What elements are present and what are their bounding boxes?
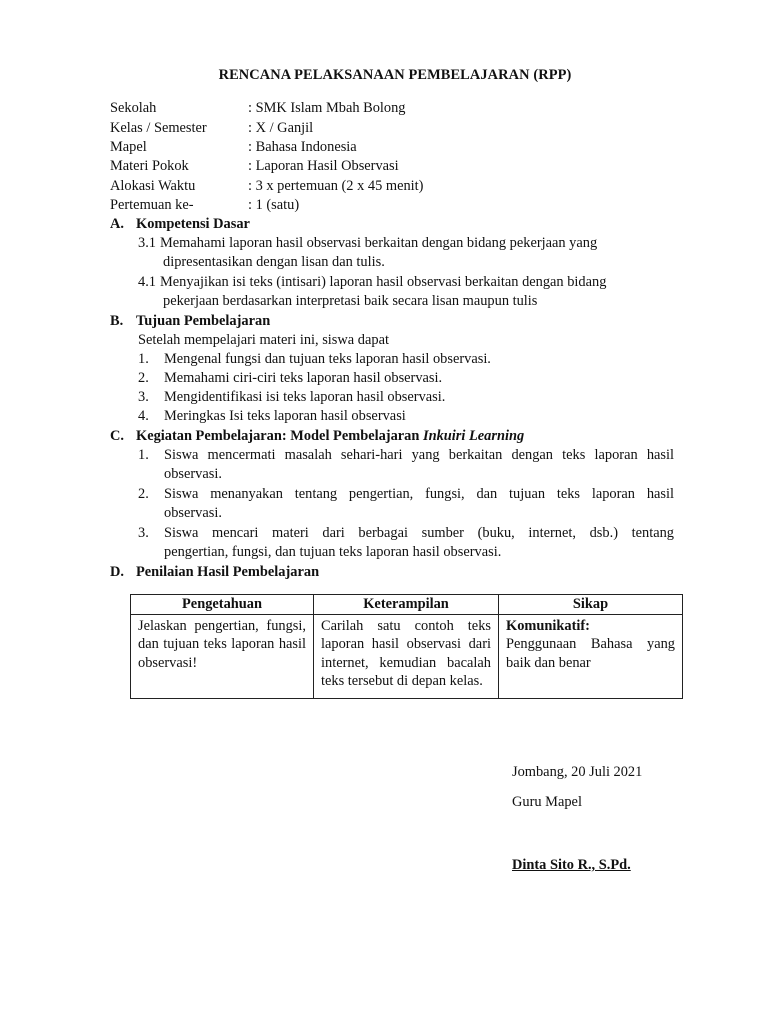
kompetensi-line: Menyajikan isi teks (intisari) laporan hasil observasi berkaitan dengan bidang — [160, 274, 607, 290]
section-title: Kompetensi Dasar — [136, 216, 250, 232]
kegiatan-item — [138, 524, 674, 562]
tujuan-item — [138, 388, 674, 407]
identity-value: : Bahasa Indonesia — [248, 139, 357, 155]
identity-label: Sekolah — [110, 100, 157, 116]
list-line: observasi. — [164, 505, 222, 521]
section-title — [136, 427, 524, 446]
kegiatan-item — [138, 446, 674, 484]
list-line: pengertian, fungsi, dan tujuan teks laporan hasil observasi. — [164, 544, 502, 560]
list-number: 3. — [138, 389, 149, 405]
signature-place-date: Jombang, 20 Juli 2021 — [512, 764, 643, 780]
table-header-row — [131, 595, 683, 615]
section-letter: A. — [110, 216, 124, 232]
document-title: RENCANA PELAKSANAAN PEMBELAJARAN (RPP) — [218, 67, 572, 83]
column-header-sikap: Sikap — [499, 595, 683, 615]
tujuan-item — [138, 407, 674, 426]
cell-sikap — [499, 614, 683, 698]
list-text: Meringkas Isi teks laporan hasil observasi — [164, 408, 406, 424]
kegiatan-item — [138, 485, 674, 523]
column-header-keterampilan: Keterampilan — [314, 595, 499, 615]
section-title-emphasis: Inkuiri Learning — [422, 428, 525, 444]
section-title-text: Kegiatan Pembelajaran: Model Pembelajaran — [136, 428, 423, 444]
cell-pengetahuan: Jelaskan pengertian, fungsi, dan tujuan teks laporan hasil observasi! — [131, 614, 314, 698]
list-text: Mengenal fungsi dan tujuan teks laporan hasil observasi. — [164, 351, 491, 367]
list-line: observasi. — [164, 466, 222, 482]
identity-value: : Laporan Hasil Observasi — [248, 158, 399, 174]
identity-label: Mapel — [110, 139, 147, 155]
kompetensi-line: Memahami laporan hasil observasi berkaitan dengan bidang pekerjaan yang — [160, 235, 598, 251]
section-letter: B. — [110, 313, 124, 329]
section-letter: C. — [110, 428, 124, 444]
identity-value: : 3 x pertemuan (2 x 45 menit) — [248, 178, 424, 194]
tujuan-item — [138, 350, 674, 369]
kompetensi-item — [138, 273, 674, 311]
list-line: Siswa mencari materi dari berbagai sumber (buku, internet, dsb.) tentang — [164, 525, 674, 541]
identity-value: : X / Ganjil — [248, 120, 314, 136]
kompetensi-number: 3.1 — [138, 235, 156, 251]
identity-label: Pertemuan ke- — [110, 197, 194, 213]
cell-keterampilan: Carilah satu contoh teks laporan hasil observasi dari internet, kemudian bacalah teks tersebut di depan kelas. — [314, 614, 499, 698]
kompetensi-item — [138, 234, 674, 272]
list-number: 1. — [138, 351, 149, 367]
signature-role: Guru Mapel — [512, 794, 582, 810]
list-text: Mengidentifikasi isi teks laporan hasil observasi. — [164, 389, 446, 405]
section-letter: D. — [110, 564, 124, 580]
list-line: Siswa mencermati masalah sehari-hari yang berkaitan dengan teks laporan hasil — [164, 447, 674, 463]
list-text-block — [164, 446, 674, 484]
identity-label: Kelas / Semester — [110, 120, 207, 136]
assessment-table — [130, 594, 683, 699]
kompetensi-line: pekerjaan berdasarkan interpretasi baik secara lisan maupun tulis — [163, 293, 538, 309]
tujuan-intro: Setelah mempelajari materi ini, siswa dapat — [138, 332, 389, 348]
column-header-pengetahuan: Pengetahuan — [131, 595, 314, 615]
identity-value: : SMK Islam Mbah Bolong — [248, 100, 406, 116]
identity-value: : 1 (satu) — [248, 197, 300, 213]
list-text-block — [164, 524, 674, 562]
section-title: Tujuan Pembelajaran — [136, 313, 271, 329]
section-title: Penilaian Hasil Pembelajaran — [136, 564, 320, 580]
sikap-text: Penggunaan Bahasa yang baik dan benar — [506, 636, 675, 671]
kompetensi-number: 4.1 — [138, 274, 156, 290]
tujuan-item — [138, 369, 674, 388]
identity-label: Alokasi Waktu — [110, 178, 196, 194]
list-text: Memahami ciri-ciri teks laporan hasil observasi. — [164, 370, 443, 386]
table-row — [131, 614, 683, 698]
list-line: Siswa menanyakan tentang pengertian, fungsi, dan tujuan teks laporan hasil — [164, 486, 674, 502]
list-text-block — [164, 485, 674, 523]
list-number: 3. — [138, 525, 149, 541]
identity-label: Materi Pokok — [110, 158, 189, 174]
signature-name: Dinta Sito R., S.Pd. — [512, 857, 631, 873]
sikap-title: Komunikatif: — [506, 617, 590, 634]
list-number: 2. — [138, 370, 149, 386]
list-number: 1. — [138, 447, 149, 463]
kompetensi-line: dipresentasikan dengan lisan dan tulis. — [163, 254, 385, 270]
list-number: 4. — [138, 408, 149, 424]
list-number: 2. — [138, 486, 149, 502]
